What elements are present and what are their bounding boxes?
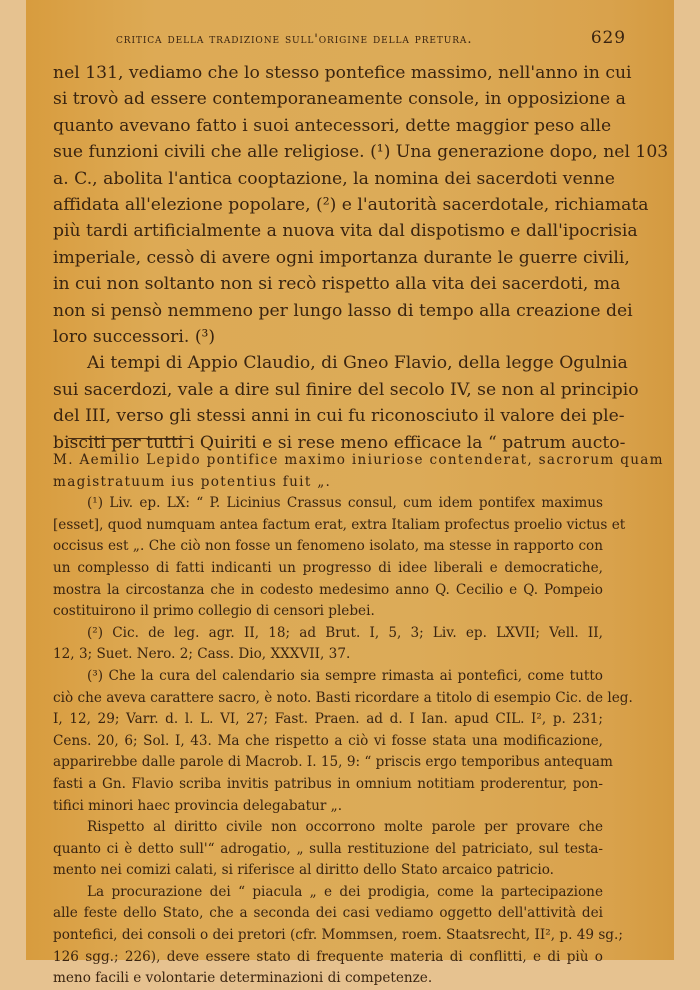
main-text [53,60,669,456]
note-line: La procurazione dei “ piacula „ e dei prodigia, come la partecipazione [87,883,603,900]
note-line: tifici minori haec provincia delegabatur „. [53,797,343,814]
note-line: pontefici, dei consoli o dei pretori (cfr. Mommsen, roem. Staatsrecht, II², p. 49 sg.; [53,927,623,944]
text-line: a. C., abolita l'antica cooptazione, la nomina dei sacerdoti venne [53,168,615,189]
note-line: (²) Cic. de leg. agr. II, 18; ad Brut. I, 5, 3; Liv. ep. LXVII; Vell. II, [87,624,603,641]
page-number: 629 [590,28,626,48]
note-line: (³) Che la cura del calendario sia sempre rimasta ai pontefici, come tutto [87,667,603,684]
footnote-3 [53,666,633,817]
paragraph-2 [53,350,639,456]
note-line: 12, 3; Suet. Nero. 2; Cass. Dio, XXXVII, 37. [53,646,351,663]
note-line: quanto ci è detto sull'“ adrogatio, „ sulla restituzione del patriciato, sul testa- [53,840,603,857]
note-line: mento nei comizi calati, si riferisce al diritto dello Stato arcaico patricio. [53,862,555,879]
paragraph-1 [53,60,669,350]
note-line: [esset], quod numquam antea factum erat, extra Italiam profectus proelio victus et [53,516,626,533]
text-line: bisciti per tutti i Quiriti e si rese meno efficace la “ patrum aucto- [53,432,626,453]
note-line: magistratuum ius potentius fuit „. [53,473,332,490]
footnote-3-paragraph-3 [53,882,623,990]
text-line: imperiale, cessò di avere ogni importanza durante le guerre civili, [53,247,630,268]
text-line: si trovò ad essere contemporaneamente console, in opposizione a [53,89,626,110]
running-title: critica della tradizione sull'origine della pretura. [116,32,473,47]
footnote-2 [53,623,603,666]
running-header [116,28,626,50]
text-line: nel 131, vediamo che lo stesso pontefice massimo, nell'anno in cui [53,63,632,83]
text-line: del III, verso gli stessi anni in cui fu riconosciuto il valore dei ple- [53,406,625,427]
note-line: I, 12, 29; Varr. d. l. L. VI, 27; Fast. Praen. ad d. I Ian. apud CIL. I², p. 231; [53,711,603,728]
text-line: loro successori. (³) [53,327,216,348]
footnote-1 [53,493,626,623]
text-line: più tardi artificialmente a nuova vita dal dispotismo e dall'ipocrisia [53,221,638,242]
note-line: ciò che aveva carattere sacro, è noto. Basti ricordare a titolo di esempio Cic. de leg. [53,689,633,706]
note-line: un complesso di fatti indicanti un progresso di idee liberali e democratiche, [53,559,603,576]
note-line: apparirebbe dalle parole di Macrob. I. 15, 9: “ priscis ergo temporibus antequam [53,754,613,771]
note-line: (¹) Liv. ep. LX: “ P. Licinius Crassus consul, cum idem pontifex maximus [87,495,603,512]
text-line: quanto avevano fatto i suoi antecessori, dette maggior peso alle [53,115,612,136]
note-line: mostra la circostanza che in codesto medesimo anno Q. Cecilio e Q. Pompeio [53,581,603,598]
text-line: in cui non soltanto non si recò rispetto alla vita dei sacerdoti, ma [53,274,621,295]
book-page [26,0,674,987]
note-line: alle feste dello Stato, che a seconda dei casi vediamo oggetto dell'attività dei [53,905,603,922]
text-line: affidata all'elezione popolare, (²) e l'autorità sacerdotale, richiamata [53,195,649,216]
note-line: meno facili e volontarie determinazioni di competenze. [53,970,433,987]
note-line: occisus est „. Che ciò non fosse un fenomeno isolato, ma stesse in rapporto con [53,538,603,555]
text-line: sue funzioni civili che alle religiose. (¹) Una generazione dopo, nel 103 [53,142,669,163]
footnote-separator [68,438,190,439]
note-line: Cens. 20, 6; Sol. I, 43. Ma che rispetto a ciò vi fosse stata una modificazione, [53,732,603,749]
footnote-3-paragraph-2 [53,817,603,882]
note-line: fasti a Gn. Flavio scriba invitis patribus in omnium notitiam proderentur, pon- [53,775,603,792]
text-line: sui sacerdozi, vale a dire sul finire del secolo IV, se non al principio [53,379,639,400]
note-line: 126 sgg.; 226), deve essere stato di frequente materia di conflitti, e di più o [53,948,603,965]
note-line: costituirono il primo collegio di censori plebei. [53,603,375,620]
note-line: M. Aemilio Lepido pontifice maximo iniuriose contenderat, sacrorum quam [53,452,664,468]
text-line: non si pensò nemmeno per lungo lasso di tempo alla creazione dei [53,300,633,321]
text-line: Ai tempi di Appio Claudio, di Gneo Flavio, della legge Ogulnia [87,353,628,374]
footnotes [53,450,664,990]
footnote-continuation [53,450,664,493]
note-line: Rispetto al diritto civile non occorrono molte parole per provare che [87,819,603,836]
